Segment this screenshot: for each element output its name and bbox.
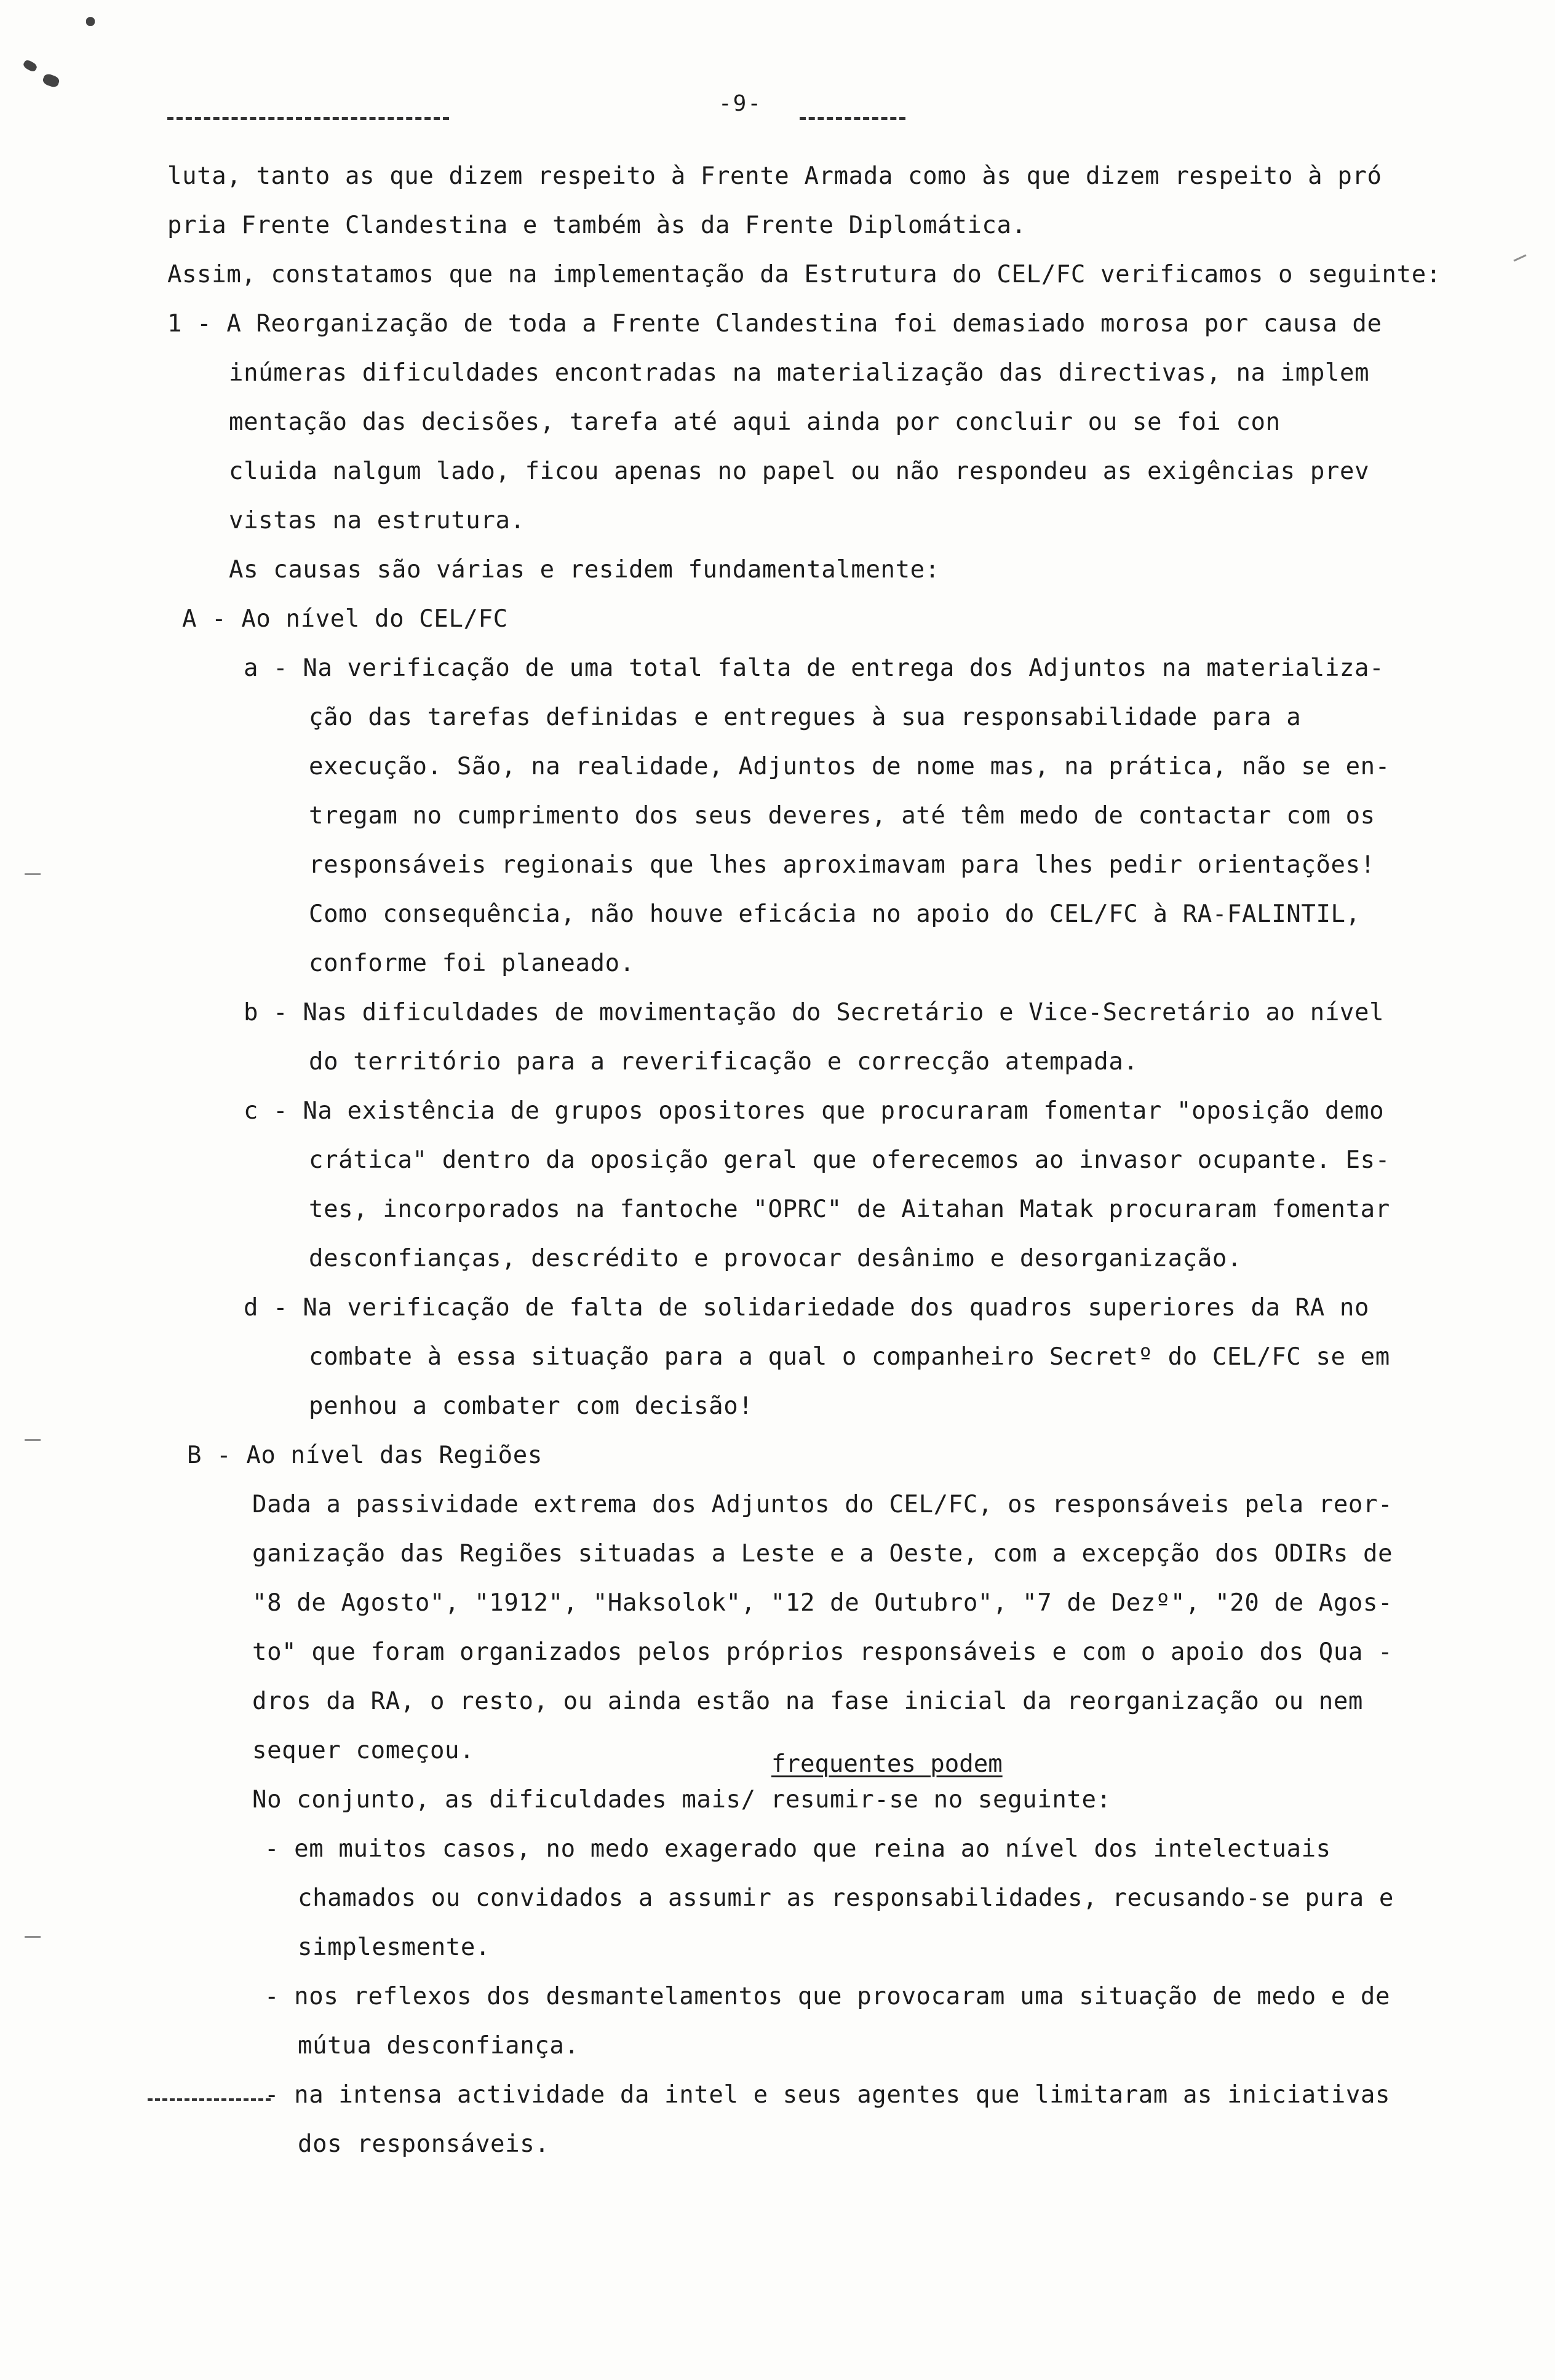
text-line: do território para a reverificação e correcção atempada. (309, 1048, 1139, 1076)
text-line: No conjunto, as dificuldades mais/ resumir-se no seguinte: (252, 1786, 1112, 1814)
text-line: mútua desconfiança. (298, 2032, 579, 2060)
text-line: vistas na estrutura. (229, 507, 525, 534)
section-heading: B - Ao nível das Regiões (187, 1442, 543, 1469)
text-line: combate à essa situação para a qual o companheiro Secretº do CEL/FC se em (309, 1343, 1390, 1371)
header-rule-right (800, 117, 905, 120)
scan-artifact (42, 73, 61, 89)
text-line: desconfianças, descrédito e provocar desânimo e desorganização. (309, 1245, 1243, 1272)
text-line: pria Frente Clandestina e também às da Frente Diplomática. (167, 212, 1027, 239)
text-line: Dada a passividade extrema dos Adjuntos do CEL/FC, os responsáveis pela reor- (252, 1491, 1393, 1518)
text-line: Como consequência, não houve eficácia no apoio do CEL/FC à RA-FALINTIL, (309, 900, 1361, 928)
page-number: -9- (718, 91, 763, 116)
margin-mark (25, 873, 41, 875)
text-line: responsáveis regionais que lhes aproximavam para lhes pedir orientações! (309, 851, 1375, 879)
text-line: sequer começou. (252, 1737, 475, 1764)
text-line: execução. São, na realidade, Adjuntos de nome mas, na prática, não se en- (309, 753, 1390, 780)
text-line: 1 - A Reorganização de toda a Frente Clandestina foi demasiado morosa por causa de (167, 310, 1382, 338)
margin-mark (1513, 254, 1526, 261)
text-line: a - Na verificação de uma total falta de entrega dos Adjuntos na materializa- (244, 654, 1385, 682)
text-line: Assim, constatamos que na implementação da Estrutura do CEL/FC verificamos o seguinte: (167, 261, 1441, 288)
inserted-correction: frequentes podem (771, 1750, 1003, 1778)
section-heading: A - Ao nível do CEL/FC (182, 605, 508, 633)
bullet-line: - nos reflexos dos desmantelamentos que provocaram uma situação de medo e de (264, 1983, 1391, 2010)
text-line: dros da RA, o resto, ou ainda estão na fase inicial da reorganização ou nem (252, 1688, 1363, 1715)
text-line: tes, incorporados na fantoche "OPRC" de Aitahan Matak procuraram fomentar (309, 1196, 1390, 1223)
text-line: simplesmente. (298, 1934, 491, 1961)
text-line: ção das tarefas definidas e entregues à sua responsabilidade para a (309, 704, 1302, 731)
text-line: conforme foi planeado. (309, 950, 635, 977)
text-line: inúmeras dificuldades encontradas na materialização das directivas, na implem (229, 359, 1370, 387)
text-line: cluida nalgum lado, ficou apenas no papel ou não respondeu as exigências prev (229, 458, 1370, 485)
text-line: "8 de Agosto", "1912", "Haksolok", "12 de Outubro", "7 de Dezº", "20 de Agos- (252, 1589, 1393, 1617)
text-line: ganização das Regiões situadas a Leste e a Oeste, com a excepção dos ODIRs de (252, 1540, 1393, 1568)
text-line: tregam no cumprimento dos seus deveres, até têm medo de contactar com os (309, 802, 1375, 830)
margin-dashed-rule (148, 2098, 271, 2101)
text-line: luta, tanto as que dizem respeito à Frente Armada como às que dizem respeito à pró (167, 162, 1382, 190)
text-line: penhou a combater com decisão! (309, 1392, 754, 1420)
text-line: As causas são várias e residem fundamentalmente: (229, 556, 940, 584)
margin-mark (25, 1936, 41, 1938)
scan-artifact (22, 58, 38, 73)
margin-mark (25, 1439, 41, 1441)
text-line: mentação das decisões, tarefa até aqui ainda por concluir ou se foi con (229, 408, 1281, 436)
header-rule-left (167, 117, 449, 120)
text-line: crática" dentro da oposição geral que oferecemos ao invasor ocupante. Es- (309, 1146, 1390, 1174)
text-line: d - Na verificação de falta de solidariedade dos quadros superiores da RA no (244, 1294, 1370, 1322)
text-line: to" que foram organizados pelos próprios responsáveis e com o apoio dos Qua - (252, 1638, 1393, 1666)
bullet-line: - na intensa actividade da intel e seus agentes que limitaram as iniciativas (264, 2081, 1391, 2109)
text-line: b - Nas dificuldades de movimentação do Secretário e Vice-Secretário ao nível (244, 999, 1385, 1026)
text-line: chamados ou convidados a assumir as responsabilidades, recusando-se pura e (298, 1884, 1394, 1912)
bullet-line: - em muitos casos, no medo exagerado que reina ao nível dos intelectuais (264, 1835, 1331, 1863)
text-line: dos responsáveis. (298, 2130, 550, 2158)
scan-artifact (86, 17, 95, 26)
text-line: c - Na existência de grupos opositores que procuraram fomentar "oposição demo (244, 1097, 1385, 1125)
